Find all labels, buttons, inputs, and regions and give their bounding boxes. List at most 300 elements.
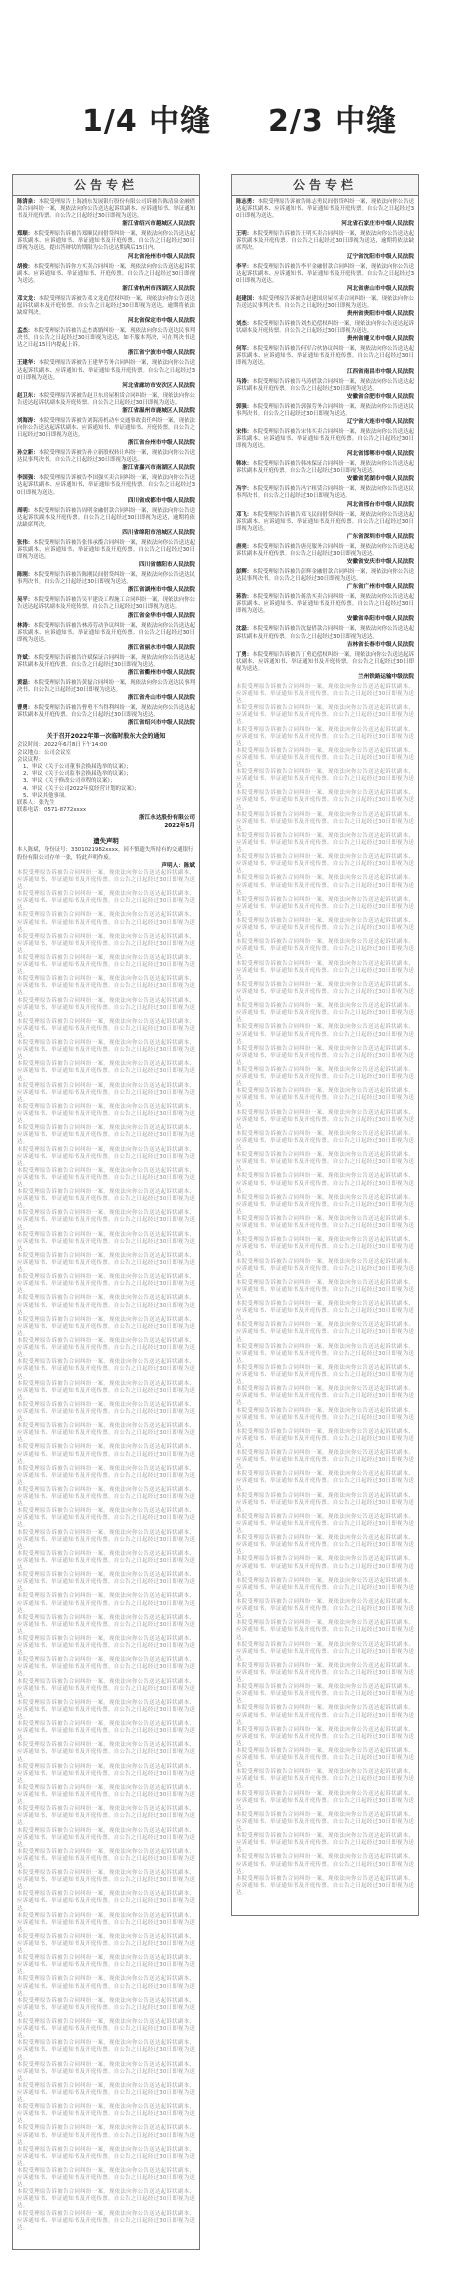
continuation-text: 本院受理原告诉被告合同纠纷一案，现依法向你公告送达起诉状副本、应诉通知书、举证通知书及开庭传票。自公告之日起经过30日即视为送达。: [17, 2040, 195, 2061]
continuation-text: 本院受理原告诉被告合同纠纷一案，现依法向你公告送达起诉状副本、应诉通知书、举证通知书及开庭传票。自公告之日起经过30日即视为送达。: [236, 1088, 414, 1109]
continuation-text: 本院受理原告诉被告合同纠纷一案，现依法向你公告送达起诉状副本、应诉通知书、举证通知书及开庭传票。自公告之日起经过30日即视为送达。: [17, 891, 195, 912]
loss-notice-signer: 声明人：陈斌: [161, 862, 195, 869]
continuation-text: 本院受理原告诉被告合同纠纷一案，现依法向你公告送达起诉状副本、应诉通知书、举证通知书及开庭传票。自公告之日起经过30日即视为送达。: [236, 1599, 414, 1620]
notice-body: 本院受理原告诉被告黄磊合同纠纷一案，现依法向你公告送达民事判决书。自公告之日起经过30日即视为送达。: [17, 680, 195, 694]
announcement-line: 1、审议《关于公司董事会换届选举的议案》；: [23, 764, 132, 771]
notice-body: 本院受理原告诉被告冯宇租赁合同纠纷一案，现依法向你公告送达民事判决书。自公告之日起经过30日即视为送达。: [236, 486, 414, 500]
notice-text: [17, 623, 195, 644]
notice-court: 浙江省丽水市中级人民法院: [127, 644, 195, 651]
continuation-text: 本院受理原告诉被告合同纠纷一案，现依法向你公告送达起诉状副本、应诉通知书、举证通知书及开庭传票。自公告之日起经过30日即视为送达。: [17, 2146, 195, 2167]
continuation-text: 本院受理原告诉被告合同纠纷一案，现依法向你公告送达起诉状副本、应诉通知书、举证通知书及开庭传票。自公告之日起经过30日即视为送达。: [236, 896, 414, 917]
continuation-text: 本院受理原告诉被告合同纠纷一案，现依法向你公告送达起诉状副本、应诉通知书、举证通知书及开庭传票。自公告之日起经过30日即视为送达。: [17, 1635, 195, 1657]
notice-court: 浙江省绍兴市越城区人民法院: [122, 221, 195, 228]
notice-court: 安徽省安庆市中级人民法院: [346, 559, 414, 565]
notice-item: [17, 475, 195, 504]
continuation-text: 本院受理原告诉被告合同纠纷一案，现依法向你公告送达起诉状副本、应诉通知书、举证通知书及开庭传票。自公告之日起经过30日即视为送达。: [236, 1364, 414, 1386]
notice-text: [236, 569, 414, 583]
notice-body: 本院受理原告上海浦东发展银行股份有限公司诉被告陈清泉金融借款合同纠纷一案，现依法向你公告送达起诉状副本、应诉通知书、举证通知书及开庭传票。自公告之日起经过30日即视为送达。: [17, 199, 195, 220]
notice-body: 本院受理原告诉被告周明金融借款合同纠纷一案，现依法向你公告送达起诉状副本及开庭传票。自公告之日起经过30日即视为送达，逾期将依法缺席判决。: [17, 507, 195, 528]
continuation-text: 本院受理原告诉被告合同纠纷一案，现依法向你公告送达起诉状副本、应诉通知书、举证通知书及开庭传票。自公告之日起经过30日即视为送达。: [236, 1024, 414, 1045]
left-column-header: 公告专栏: [13, 175, 199, 196]
continuation-text: 本院受理原告诉被告合同纠纷一案，现依法向你公告送达起诉状副本、应诉通知书、举证通知书及开庭传票。自公告之日起经过30日即视为送达。: [17, 1040, 195, 1061]
notice-body: 本院受理原告诉被告韩冰保证合同纠纷一案，现依法向你公告送达起诉状副本及开庭传票。自公告之日起经过30日即视为送达。: [236, 461, 414, 475]
continuation-text: 本院受理原告诉被告合同纠纷一案，现依法向你公告送达起诉状副本、应诉通知书、举证通知书及开庭传票。自公告之日起经过30日即视为送达。: [17, 1870, 195, 1891]
notice-recipient: 丁勇：: [236, 651, 253, 658]
notice-recipient: 李国强：: [17, 475, 39, 482]
continuation-text: 本院受理原告诉被告合同纠纷一案，现依法向你公告送达起诉状副本、应诉通知书、举证通知书及开庭传票。自公告之日起经过30日即视为送达。: [17, 1316, 195, 1337]
continuation-text: 本院受理原告诉被告合同纠纷一案，现依法向你公告送达起诉状副本、应诉通知书、举证通知书及开庭传票。自公告之日起经过30日即视为送达。: [236, 1577, 414, 1598]
continuation-text: 本院受理原告诉被告合同纠纷一案，现依法向你公告送达起诉状副本、应诉通知书、举证通知书及开庭传票。自公告之日起经过30日即视为送达。: [236, 1684, 414, 1705]
loss-notice-body: 本人陈斌，身份证号：3301021982xxxx，因不慎遗失所持有的交通银行股份有限公司存单一张，特此声明作废。: [17, 847, 194, 861]
left-column-body: [13, 196, 199, 2235]
continuation-text: 本院受理原告诉被告合同纠纷一案，现依法向你公告送达起诉状副本、应诉通知书、举证通知书及开庭传票。自公告之日起经过30日即视为送达。: [17, 1699, 195, 1720]
continuation-text: 本院受理原告诉被告合同纠纷一案，现依法向你公告送达起诉状副本、应诉通知书、举证通知书及开庭传票。自公告之日起经过30日即视为送达。: [236, 1258, 414, 1279]
notice-item: [236, 486, 414, 508]
announcement-line: 会议议程：: [17, 756, 44, 763]
continuation-text: 本院受理原告诉被告合同纠纷一案，现依法向你公告送达起诉状副本、应诉通知书、举证通知书及开庭传票。自公告之日起经过30日即视为送达。: [17, 933, 195, 954]
notice-text: [17, 572, 195, 586]
continuation-text: 本院受理原告诉被告合同纠纷一案，现依法向你公告送达起诉状副本、应诉通知书、举证通知书及开庭传票。自公告之日起经过30日即视为送达。: [17, 1912, 195, 1933]
continuation-text: 本院受理原告诉被告合同纠纷一案，现依法向你公告送达起诉状副本、应诉通知书、举证通知书及开庭传票。自公告之日起经过30日即视为送达。: [236, 1130, 414, 1152]
notice-body: 本院受理原告诉被告郭强劳务合同纠纷一案，现依法向你公告送达民事判决书。自公告之日起经过30日即视为送达。: [236, 403, 414, 417]
notice-body: 本院受理原告诉被告赵卫东房屋租赁合同纠纷一案，现依法向你公告送达起诉状副本及开庭传票。自公告之日起经过30日即视为送达。: [17, 392, 195, 406]
announcement-line: 联系人：张先生: [17, 800, 55, 807]
notice-recipient: 王建华：: [17, 360, 39, 367]
notice-recipient: 刘杰：: [236, 321, 253, 328]
continuation-text: 本院受理原告诉被告合同纠纷一案，现依法向你公告送达起诉状副本、应诉通知书、举证通知书及开庭传票。自公告之日起经过30日即视为送达。: [236, 1492, 414, 1513]
notice-body: 本院受理原告诉被告彭辉金融借款合同纠纷一案，现依法向你公告送达民事判决书。自公告之日起经过30日即视为送达。: [236, 569, 414, 583]
continuation-text: 本院受理原告诉被告合同纠纷一案，现依法向你公告送达起诉状副本、应诉通知书、举证通知书及开庭传票。自公告之日起经过30日即视为送达。: [236, 1215, 414, 1237]
notice-body: 本院受理原告诉被告邓飞民间借贷纠纷一案，现依法向你公告送达起诉状副本、应诉通知书、举证通知书及开庭传票。自公告之日起经过30日即视为送达。: [236, 511, 414, 532]
notice-court: 浙江省宁波市中级人民法院: [127, 350, 195, 357]
announcement-line: 4、审议《关于公司2022年度经营计划的议案》；: [23, 785, 140, 792]
notice-recipient: 胡俊：: [17, 263, 34, 270]
notice-text: [17, 199, 195, 220]
notice-body: 本院受理原告诉被告唐亮服务合同纠纷一案，现依法向你公告送达起诉状副本及开庭传票。自公告之日起经过30日即视为送达。: [236, 543, 414, 557]
notice-text: [17, 508, 195, 529]
notice-body: 本院受理原告诉被告林涛劳动争议纠纷一案，现依法向你公告送达起诉状副本、应诉通知书、举证通知书及开庭传票。自公告之日起经过30日即视为送达。: [17, 622, 195, 643]
notice-court: 安徽省阜阳市中级人民法院: [346, 616, 414, 623]
continuation-text: 本院受理原告诉被告合同纠纷一案，现依法向你公告送达起诉状副本、应诉通知书、举证通知书及开庭传票。自公告之日起经过30日即视为送达。: [236, 939, 414, 960]
notice-court: 河北省唐山市中级人民法院: [346, 285, 414, 292]
continuation-text: 本院受理原告诉被告合同纠纷一案，现依法向你公告送达起诉状副本、应诉通知书、举证通知书及开庭传票。自公告之日起经过30日即视为送达。: [17, 2168, 195, 2189]
continuation-text: 本院受理原告诉被告合同纠纷一案，现依法向你公告送达起诉状副本、应诉通知书、举证通知书及开庭传票。自公告之日起经过30日即视为送达。: [17, 1061, 195, 1082]
label-left: 1/4 中缝: [82, 104, 212, 139]
continuation-text: 本院受理原告诉被告合同纠纷一案，现依法向你公告送达起诉状副本、应诉通知书、举证通知书及开庭传票。自公告之日起经过30日即视为送达。: [236, 1811, 414, 1833]
notice-court: 四川省德阳市人民法院: [139, 562, 195, 569]
announcement-line: 5、审议其他事项。: [23, 792, 70, 799]
continuation-text: 本院受理原告诉被告合同纠纷一案，现依法向你公告送达起诉状副本、应诉通知书、举证通知书及开庭传票。自公告之日起经过30日即视为送达。: [17, 1976, 195, 1997]
continuation-text: 本院受理原告诉被告合同纠纷一案，现依法向你公告送达起诉状副本、应诉通知书、举证通知书及开庭传票。自公告之日起经过30日即视为送达。: [236, 1854, 414, 1875]
continuation-text: 本院受理原告诉被告合同纠纷一案，现依法向你公告送达起诉状副本、应诉通知书、举证通知书及开庭传票。自公告之日起经过30日即视为送达。: [17, 1231, 195, 1252]
notice-text: [236, 264, 414, 285]
right-notice-column: [231, 174, 419, 1916]
notice-text: [17, 655, 195, 669]
continuation-text: 本院受理原告诉被告合同纠纷一案，现依法向你公告送达起诉状副本、应诉通知书、举证通知书及开庭传票。自公告之日起经过30日即视为送达。: [17, 1423, 195, 1444]
notice-body: 本院受理原告诉被告张伟承揽合同纠纷一案，现依法向你公告送达起诉状副本、应诉通知书、举证通知书及开庭传票。自公告之日起经过30日即视为送达。: [17, 539, 195, 561]
notice-text: [236, 346, 414, 367]
continuation-text: 本院受理原告诉被告合同纠纷一案，现依法向你公告送达起诉状副本、应诉通知书、举证通知书及开庭传票。自公告之日起经过30日即视为送达。: [236, 1769, 414, 1790]
continuation-text: 本院受理原告诉被告合同纠纷一案，现依法向你公告送达起诉状副本、应诉通知书、举证通知书及开庭传票。自公告之日起经过30日即视为送达。: [236, 1471, 414, 1492]
continuation-text: 本院受理原告诉被告合同纠纷一案，现依法向你公告送达起诉状副本、应诉通知书、举证通知书及开庭传票。自公告之日起经过30日即视为送达。: [236, 1535, 414, 1556]
notice-item: [17, 680, 195, 702]
notice-item: [236, 346, 414, 375]
notice-court: 河北省邢台市中级人民法院: [346, 501, 414, 508]
continuation-text: 本院受理原告诉被告合同纠纷一案，现依法向你公告送达起诉状副本、应诉通知书、举证通知书及开庭传票。自公告之日起经过30日即视为送达。: [17, 1955, 195, 1976]
continuation-text: 本院受理原告诉被告合同纠纷一案，现依法向你公告送达起诉状副本、应诉通知书、举证通知书及开庭传票。自公告之日起经过30日即视为送达。: [236, 790, 414, 811]
notice-text: [17, 540, 195, 561]
announcement-line: 联系电话：0571-8772xxxx: [17, 807, 87, 814]
notice-court: 河北省廊坊市安次区人民法院: [122, 382, 195, 389]
notice-item: [236, 512, 414, 541]
notice-court: 江西省南昌市中级人民法院: [346, 368, 414, 375]
continuation-text: 本院受理原告诉被告合同纠纷一案，现依法向你公告送达起诉状副本、应诉通知书、举证通知书及开庭传票。自公告之日起经过30日即视为送达。: [17, 1018, 195, 1039]
notice-item: [17, 328, 195, 357]
continuation-text: 本院受理原告诉被告合同纠纷一案，现依法向你公告送达起诉状副本、应诉通知书、举证通知书及开庭传票。自公告之日起经过30日即视为送达。: [17, 1678, 195, 1699]
continuation-text: 本院受理原告诉被告合同纠纷一案，现依法向你公告送达起诉状副本、应诉通知书、举证通知书及开庭传票。自公告之日起经过30日即视为送达。: [236, 1620, 414, 1641]
notice-item: [236, 594, 414, 623]
continuation-text: 本院受理原告诉被告合同纠纷一案，现依法向你公告送达起诉状副本、应诉通知书、举证通知书及开庭传票。自公告之日起经过30日即视为送达。: [236, 705, 414, 726]
continuation-text: 本院受理原告诉被告合同纠纷一案，现依法向你公告送达起诉状副本、应诉通知书、举证通知书及开庭传票。自公告之日起经过30日即视为送达。: [236, 1513, 414, 1535]
notice-court: 广东省深圳市中级人民法院: [346, 533, 414, 540]
notice-item: [236, 199, 414, 228]
continuation-text: 本院受理原告诉被告合同纠纷一案，现依法向你公告送达起诉状副本、应诉通知书、举证通知书及开庭传票。自公告之日起经过30日即视为送达。: [17, 1827, 195, 1848]
continuation-text: 本院受理原告诉被告合同纠纷一案，现依法向你公告送达起诉状副本、应诉通知书、举证通知书及开庭传票。自公告之日起经过30日即视为送达。: [17, 1891, 195, 1912]
continuation-text: 本院受理原告诉被告合同纠纷一案，现依法向你公告送达起诉状副本、应诉通知书、举证通知书及开庭传票。自公告之日起经过30日即视为送达。: [17, 869, 195, 891]
continuation-text: 本院受理原告诉被告合同纠纷一案，现依法向你公告送达起诉状副本、应诉通知书、举证通知书及开庭传票。自公告之日起经过30日即视为送达。: [236, 1301, 414, 1322]
continuation-text: 本院受理原告诉被告合同纠纷一案，现依法向你公告送达起诉状副本、应诉通知书、举证通知书及开庭传票。自公告之日起经过30日即视为送达。: [17, 1614, 195, 1635]
continuation-text: 本院受理原告诉被告合同纠纷一案，现依法向你公告送达起诉状副本、应诉通知书、举证通知书及开庭传票。自公告之日起经过30日即视为送达。: [17, 1529, 195, 1550]
continuation-text: 本院受理原告诉被告合同纠纷一案，现依法向你公告送达起诉状副本、应诉通知书、举证通知书及开庭传票。自公告之日起经过30日即视为送达。: [236, 1045, 414, 1066]
notice-recipient: 林涛：: [17, 622, 34, 629]
announcement-title: 关于召开2022年第一次临时股东大会的通知: [46, 733, 166, 741]
notice-court: 辽宁省沈阳市中级人民法院: [346, 253, 414, 260]
continuation-text: 本院受理原告诉被告合同纠纷一案，现依法向你公告送达起诉状副本、应诉通知书、举证通知书及开庭传票。自公告之日起经过30日即视为送达。: [17, 2061, 195, 2082]
notice-recipient: 马涛：: [236, 378, 253, 385]
notice-body: 本院受理原告诉被告沈磊借款合同纠纷一案，现依法向你公告送达起诉状副本及开庭传票。自公告之日起经过30日即视为送达。: [236, 626, 414, 640]
notice-recipient: 郑顺：: [17, 231, 34, 238]
continuation-text: 本院受理原告诉被告合同纠纷一案，现依法向你公告送达起诉状副本、应诉通知书、举证通知书及开庭传票。自公告之日起经过30日即视为送达。: [17, 1997, 195, 2018]
notice-body: 本院受理原告诉被告丁勇追偿权纠纷一案，现依法向你公告送达起诉状副本、应诉通知书、举证通知书及开庭传票。自公告之日起经过30日即视为送达。: [236, 651, 414, 672]
notice-body: 本院受理原告诉被告蒋浩买卖合同纠纷一案，现依法向你公告送达起诉状副本、应诉通知书、举证通知书及开庭传票。自公告之日起经过30日即视为送达。: [236, 594, 414, 615]
continuation-text: 本院受理原告诉被告合同纠纷一案，现依法向你公告送达起诉状副本、应诉通知书、举证通知书及开庭传票。自公告之日起经过30日即视为送达。: [236, 960, 414, 981]
notice-body: 本院受理原告诉被告曹勇不当得利纠纷一案，现依法向你公告送达起诉状副本及开庭传票。自公告之日起经过30日即视为送达。: [17, 705, 195, 719]
continuation-text: 本院受理原告诉被告合同纠纷一案，现依法向你公告送达起诉状副本、应诉通知书、举证通知书及开庭传票。自公告之日起经过30日即视为送达。: [17, 1125, 195, 1146]
notice-body: 本院受理原告诉被告邓文龙追偿权纠纷一案，现依法向你公告送达起诉状副本及开庭传票。自公告之日起经过30日即视为送达，逾期将依法缺席判决。: [17, 295, 195, 317]
notice-text: [17, 597, 195, 611]
announcement-line: 3、审议《关于修改公司章程的议案》；: [23, 778, 116, 785]
continuation-text: 本院受理原告诉被告合同纠纷一案，现依法向你公告送达起诉状副本、应诉通知书、举证通知书及开庭传票。自公告之日起经过30日即视为送达。: [17, 1444, 195, 1465]
notice-recipient: 陈志勇：: [236, 199, 258, 205]
notice-court: 浙江省台州市中级人民法院: [127, 440, 195, 447]
notice-court: 浙江省湖州市中级人民法院: [127, 587, 195, 594]
notice-item: [236, 379, 414, 401]
notice-body: 本院受理原告诉被告陈刚民间借贷纠纷一案，现依法向你公告送达民事判决书。自公告之日起经过30日即视为送达。: [17, 572, 195, 586]
continuation-text: 本院受理原告诉被告合同纠纷一案，现依法向你公告送达起诉状副本、应诉通知书、举证通知书及开庭传票。自公告之日起经过30日即视为送达。: [17, 1401, 195, 1423]
notice-item: [17, 540, 195, 569]
notice-recipient: 何军：: [236, 346, 253, 353]
notice-court: 浙江省杭州市西湖区人民法院: [122, 285, 195, 292]
notice-recipient: 郭强：: [236, 403, 253, 410]
notice-court: 河北省邯郸市中级人民法院: [346, 451, 414, 458]
notice-recipient: 黄磊：: [17, 680, 34, 687]
notice-court: 浙江省金华市中级人民法院: [127, 612, 195, 619]
notice-item: [17, 264, 195, 293]
continuation-text: 本院受理原告诉被告合同纠纷一案，现依法向你公告送达起诉状副本、应诉通知书、举证通知书及开庭传票。自公告之日起经过30日即视为送达。: [17, 1274, 195, 1295]
notice-recipient: 邓文龙：: [17, 295, 39, 302]
notice-body: 本院受理原告诉被告陈志勇民间借贷纠纷一案，现依法向你公告送达起诉状副本、应诉通知书、举证通知书及开庭传票。自公告之日起经过30日即视为送达。: [236, 199, 414, 220]
notice-item: [17, 199, 195, 228]
notice-court: 贵州省遵义市中级人民法院: [346, 336, 414, 343]
notice-text: [17, 680, 195, 694]
notice-item: [236, 321, 414, 343]
notice-text: [17, 328, 195, 349]
notice-text: [17, 705, 195, 719]
notice-text: [17, 360, 195, 381]
continuation-text: 本院受理原告诉被告合同纠纷一案，现依法向你公告送达起诉状副本、应诉通知书、举证通知书及开庭传票。自公告之日起经过30日即视为送达。: [17, 2125, 195, 2146]
continuation-text: 本院受理原告诉被告合同纠纷一案，现依法向你公告送达起诉状副本、应诉通知书、举证通知书及开庭传票。自公告之日起经过30日即视为送达。: [236, 1067, 414, 1088]
announcement-date: 2022年5月: [164, 823, 195, 830]
notice-recipient: 韩冰：: [236, 461, 253, 468]
notice-recipient: 李平：: [236, 263, 253, 270]
notice-court: 安徽省合肥市中级人民法院: [346, 393, 414, 400]
continuation-text: 本院受理原告诉被告合同纠纷一案，现依法向你公告送达起诉状副本、应诉通知书、举证通知书及开庭传票。自公告之日起经过30日即视为送达。: [236, 769, 414, 790]
continuation-text: 本院受理原告诉被告合同纠纷一案，现依法向你公告送达起诉状副本、应诉通知书、举证通知书及开庭传票。自公告之日起经过30日即视为送达。: [17, 997, 195, 1018]
notice-recipient: 刘海涛：: [17, 417, 39, 424]
notice-court: 浙江省衢州市中级人民法院: [127, 670, 195, 677]
continuation-text: 本院受理原告诉被告合同纠纷一案，现依法向你公告送达起诉状副本、应诉通知书、举证通知书及开庭传票。自公告之日起经过30日即视为送达。: [17, 954, 195, 976]
continuation-text: 本院受理原告诉被告合同纠纷一案，现依法向你公告送达起诉状副本、应诉通知书、举证通知书及开庭传票。自公告之日起经过30日即视为送达。: [17, 1593, 195, 1614]
notice-body: 本院受理原告诉被告王明买卖合同纠纷一案，现依法向你公告送达起诉状副本及开庭传票。自公告之日起经过30日即视为送达，逾期将依法缺席判决。: [236, 231, 414, 252]
notice-text: [236, 626, 414, 640]
notice-text: [17, 450, 195, 464]
notice-item: [236, 231, 414, 260]
notice-text: [236, 429, 414, 450]
continuation-text: 本院受理原告诉被告合同纠纷一案，现依法向你公告送达起诉状副本、应诉通知书、举证通知书及开庭传票。自公告之日起经过30日即视为送达。: [17, 1189, 195, 1210]
notice-recipient: 孙立新：: [17, 450, 39, 457]
notice-text: [236, 512, 414, 533]
continuation-text: 本院受理原告诉被告合同纠纷一案，现依法向你公告送达起诉状副本、应诉通知书、举证通知书及开庭传票。自公告之日起经过30日即视为送达。: [17, 1338, 195, 1359]
continuation-text: 本院受理原告诉被告合同纠纷一案，现依法向你公告送达起诉状副本、应诉通知书、举证通知书及开庭传票。自公告之日起经过30日即视为送达。: [236, 1748, 414, 1769]
notice-recipient: 陈清泉：: [17, 199, 39, 205]
continuation-text: 本院受理原告诉被告合同纠纷一案，现依法向你公告送达起诉状副本、应诉通知书、举证通知书及开庭传票。自公告之日起经过30日即视为送达。: [17, 1487, 195, 1508]
continuation-text: 本院受理原告诉被告合同纠纷一案，现依法向你公告送达起诉状副本、应诉通知书、举证通知书及开庭传票。自公告之日起经过30日即视为送达。: [17, 1210, 195, 1231]
left-notice-column: [12, 174, 200, 2250]
continuation-text: 本院受理原告诉被告合同纠纷一案，现依法向你公告送达起诉状副本、应诉通知书、举证通知书及开庭传票。自公告之日起经过30日即视为送达。: [236, 981, 414, 1003]
continuation-text: 本院受理原告诉被告合同纠纷一案，现依法向你公告送达起诉状副本、应诉通知书、举证通知书及开庭传票。自公告之日起经过30日即视为送达。: [236, 726, 414, 747]
notice-text: [17, 475, 195, 496]
continuation-text: 本院受理原告诉被告合同纠纷一案，现依法向你公告送达起诉状副本、应诉通知书、举证通知书及开庭传票。自公告之日起经过30日即视为送达。: [17, 1252, 195, 1274]
continuation-text: 本院受理原告诉被告合同纠纷一案，现依法向你公告送达起诉状副本、应诉通知书、举证通知书及开庭传票。自公告之日起经过30日即视为送达。: [236, 832, 414, 854]
notice-court: 河北省沧州市中级人民法院: [127, 253, 195, 260]
notice-court: 四川省成都市中级人民法院: [127, 497, 195, 504]
notice-text: [17, 231, 195, 252]
notice-court: 浙江省绍兴市中级人民法院: [127, 720, 195, 727]
notice-item: [236, 569, 414, 591]
notice-text: [236, 544, 414, 558]
notice-item: [17, 655, 195, 677]
continuation-text: 本院受理原告诉被告合同纠纷一案，现依法向你公告送达起诉状副本、应诉通知书、举证通知书及开庭传票。自公告之日起经过30日即视为送达。: [236, 747, 414, 768]
continuation-text: 本院受理原告诉被告合同纠纷一案，现依法向你公告送达起诉状副本、应诉通知书、举证通知书及开庭传票。自公告之日起经过30日即视为送达。: [236, 1450, 414, 1471]
announcement-line: 2、审议《关于公司监事会换届选举的议案》；: [23, 771, 132, 778]
notice-body: 本院受理原告诉被告何军合伙协议纠纷一案，现依法向你公告送达起诉状副本、应诉通知书、举证通知书及开庭传票。自公告之日起经过30日即视为送达。: [236, 346, 414, 367]
notice-recipient: 孟杰：: [17, 328, 34, 335]
label-right: 2/3 中缝: [268, 104, 398, 139]
continuation-text: 本院受理原告诉被告合同纠纷一案，现依法向你公告送达起诉状副本、应诉通知书、举证通知书及开庭传票。自公告之日起经过30日即视为送达。: [17, 1572, 195, 1593]
continuation-text: 本院受理原告诉被告合同纠纷一案，现依法向你公告送达起诉状副本、应诉通知书、举证通知书及开庭传票。自公告之日起经过30日即视为送达。: [17, 1848, 195, 1869]
notice-body: 本院受理原告诉被告李平金融借款合同纠纷一案，现依法向你公告送达起诉状副本、应诉通知书、举证通知书及开庭传票。自公告之日起经过30日即视为送达。: [236, 263, 414, 284]
notice-text: [17, 264, 195, 285]
continuation-text: 本院受理原告诉被告合同纠纷一案，现依法向你公告送达起诉状副本、应诉通知书、举证通知书及开庭传票。自公告之日起经过30日即视为送达。: [236, 1343, 414, 1364]
notice-item: [236, 429, 414, 458]
continuation-text: 本院受理原告诉被告合同纠纷一案，现依法向你公告送达起诉状副本、应诉通知书、举证通知书及开庭传票。自公告之日起经过30日即视为送达。: [17, 1103, 195, 1125]
continuation-text: 本院受理原告诉被告合同纠纷一案，现依法向你公告送达起诉状副本、应诉通知书、举证通知书及开庭传票。自公告之日起经过30日即视为送达。: [236, 1386, 414, 1407]
notice-body: 本院受理原告诉被告郑顺民间借贷纠纷一案，现依法向你公告送达起诉状副本、应诉通知书、举证通知书及开庭传票。自公告之日起经过30日即视为送达，提出答辩状的期限为公告送达期满后15日内。: [17, 231, 195, 252]
notice-court: 吉林省长春市中级人民法院: [346, 641, 414, 648]
notice-recipient: 陈刚：: [17, 572, 34, 579]
continuation-text: 本院受理原告诉被告合同纠纷一案，现依法向你公告送达起诉状副本、应诉通知书、举证通知书及开庭传票。自公告之日起经过30日即视为送达。: [236, 1662, 414, 1684]
notice-item: [236, 544, 414, 566]
continuation-text: 本院受理原告诉被告合同纠纷一案，现依法向你公告送达起诉状副本、应诉通知书、举证通知书及开庭传票。自公告之日起经过30日即视为送达。: [17, 1742, 195, 1763]
notice-recipient: 曹勇：: [17, 705, 34, 712]
continuation-text: 本院受理原告诉被告合同纠纷一案，现依法向你公告送达起诉状副本、应诉通知书、举证通知书及开庭传票。自公告之日起经过30日即视为送达。: [17, 1380, 195, 1401]
notice-item: [17, 508, 195, 537]
notice-body: 本院受理原告诉被告刘杰追偿权纠纷一案，现依法向你公告送达起诉状副本及开庭传票。自公告之日起经过30日即视为送达。: [236, 321, 414, 335]
continuation-text: 本院受理原告诉被告合同纠纷一案，现依法向你公告送达起诉状副本、应诉通知书、举证通知书及开庭传票。自公告之日起经过30日即视为送达。: [236, 683, 414, 705]
notice-court: 辽宁省大连市中级人民法院: [346, 418, 414, 425]
announcement-line: 会议时间：2022年6月8日下午14:00: [17, 742, 108, 749]
notice-recipient: 蒋浩：: [236, 594, 253, 601]
notice-text: [17, 296, 195, 317]
notice-recipient: 冯宇：: [236, 486, 253, 493]
continuation-text: 本院受理原告诉被告合同纠纷一案，现依法向你公告送达起诉状副本、应诉通知书、举证通知书及开庭传票。自公告之日起经过30日即视为送达。: [17, 1082, 195, 1103]
notice-text: [236, 652, 414, 673]
notice-body: 本院受理原告诉被告马涛借款合同纠纷一案，现依法向你公告送达起诉状副本及开庭传票。自公告之日起经过30日即视为送达。: [236, 378, 414, 392]
notice-body: 本院受理原告诉被告许斌保证合同纠纷一案，现依法向你公告送达起诉状副本及开庭传票。自公告之日起经过30日即视为送达。: [17, 654, 195, 668]
continuation-text: 本院受理原告诉被告合同纠纷一案，现依法向你公告送达起诉状副本、应诉通知书、举证通知书及开庭传票。自公告之日起经过30日即视为送达。: [236, 1194, 414, 1215]
continuation-text: 本院受理原告诉被告合同纠纷一案，现依法向你公告送达起诉状副本、应诉通知书、举证通知书及开庭传票。自公告之日起经过30日即视为送达。: [236, 1407, 414, 1428]
notice-court: 浙江省舟山市中级人民法院: [127, 695, 195, 702]
notice-court: 河北省石家庄市中级人民法院: [341, 221, 414, 228]
notice-text: [236, 461, 414, 475]
notice-recipient: 周明：: [17, 507, 34, 514]
notice-item: [17, 572, 195, 594]
notice-body: 本院受理原告诉被告李国强买卖合同纠纷一案，现依法向你公告送达起诉状副本、应诉通知书、举证通知书及开庭传票。自公告之日起经过30日即视为送达。: [17, 475, 195, 496]
continuation-text: 本院受理原告诉被告合同纠纷一案，现依法向你公告送达起诉状副本、应诉通知书、举证通知书及开庭传票。自公告之日起经过30日即视为送达。: [236, 1726, 414, 1747]
right-column-header: 公告专栏: [232, 175, 418, 196]
notice-recipient: 沈磊：: [236, 626, 253, 633]
continuation-text: 本院受理原告诉被告合同纠纷一案，现依法向你公告送达起诉状副本、应诉通知书、举证通知书及开庭传票。自公告之日起经过30日即视为送达。: [236, 1556, 414, 1577]
notice-item: [17, 623, 195, 652]
continuation-text: 本院受理原告诉被告合同纠纷一案，现依法向你公告送达起诉状副本、应诉通知书、举证通知书及开庭传票。自公告之日起经过30日即视为送达。: [236, 1705, 414, 1726]
continuation-text: 本院受理原告诉被告合同纠纷一案，现依法向你公告送达起诉状副本、应诉通知书、举证通知书及开庭传票。自公告之日起经过30日即视为送达。: [236, 1109, 414, 1130]
notice-recipient: 赵卫东：: [17, 392, 39, 399]
continuation-text: 本院受理原告诉被告合同纠纷一案，现依法向你公告送达起诉状副本、应诉通知书、举证通知书及开庭传票。自公告之日起经过30日即视为送达。: [17, 912, 195, 933]
notice-text: [236, 379, 414, 393]
notice-court: 贵州省贵阳市中级人民法院: [346, 311, 414, 318]
continuation-text: 本院受理原告诉被告合同纠纷一案，现依法向你公告送达起诉状副本、应诉通知书、举证通知书及开庭传票。自公告之日起经过30日即视为送达。: [17, 2104, 195, 2125]
continuation-text: 本院受理原告诉被告合同纠纷一案，现依法向你公告送达起诉状副本、应诉通知书、举证通知书及开庭传票。自公告之日起经过30日即视为送达。: [236, 1173, 414, 1194]
continuation-text: 本院受理原告诉被告合同纠纷一案，现依法向你公告送达起诉状副本、应诉通知书、举证通知书及开庭传票。自公告之日起经过30日即视为送达。: [17, 1359, 195, 1380]
continuation-text: 本院受理原告诉被告合同纠纷一案，现依法向你公告送达起诉状副本、应诉通知书、举证通知书及开庭传票。自公告之日起经过30日即视为送达。: [236, 1003, 414, 1024]
continuation-text: 本院受理原告诉被告合同纠纷一案，现依法向你公告送达起诉状副本、应诉通知书、举证通知书及开庭传票。自公告之日起经过30日即视为送达。: [236, 811, 414, 832]
continuation-text: 本院受理原告诉被告合同纠纷一案，现依法向你公告送达起诉状副本、应诉通知书、举证通知书及开庭传票。自公告之日起经过30日即视为送达。: [17, 2210, 195, 2231]
notice-item: [17, 231, 195, 260]
continuation-text: 本院受理原告诉被告合同纠纷一案，现依法向你公告送达起诉状副本、应诉通知书、举证通知书及开庭传票。自公告之日起经过30日即视为送达。: [17, 1806, 195, 1827]
notice-recipient: 彭辉：: [236, 569, 253, 575]
notice-recipient: 赵建国：: [236, 295, 258, 302]
notice-court: 浙江省温州市鹿城区人民法院: [122, 407, 195, 414]
continuation-text: 本院受理原告诉被告合同纠纷一案，现依法向你公告送达起诉状副本、应诉通知书、举证通知书及开庭传票。自公告之日起经过30日即视为送达。: [17, 1763, 195, 1784]
notice-body: 本院受理原告诉你方买卖合同纠纷一案，现依法向你公告送达起诉状副本、应诉通知书、举证通知书、开庭传票。自公告之日起经过30日即视为送达。: [17, 263, 195, 284]
continuation-text: 本院受理原告诉被告合同纠纷一案，现依法向你公告送达起诉状副本、应诉通知书、举证通知书及开庭传票。自公告之日起经过30日即视为送达。: [236, 918, 414, 939]
continuation-text: 本院受理原告诉被告合同纠纷一案，现依法向你公告送达起诉状副本、应诉通知书、举证通知书及开庭传票。自公告之日起经过30日即视为送达。: [17, 2019, 195, 2040]
continuation-text: 本院受理原告诉被告合同纠纷一案，现依法向你公告送达起诉状副本、应诉通知书、举证通知书及开庭传票。自公告之日起经过30日即视为送达。: [17, 2189, 195, 2210]
notice-court: 兰州铁路运输中级法院: [358, 673, 414, 680]
continuation-text: 本院受理原告诉被告合同纠纷一案，现依法向你公告送达起诉状副本、应诉通知书、举证通知书及开庭传票。自公告之日起经过30日即视为送达。: [236, 1833, 414, 1854]
notice-recipient: 邓飞：: [236, 511, 253, 518]
continuation-text: 本院受理原告诉被告合同纠纷一案，现依法向你公告送达起诉状副本、应诉通知书、举证通知书及开庭传票。自公告之日起经过30日即视为送达。: [236, 1875, 414, 1896]
notice-text: [236, 404, 414, 418]
notice-body: 本院受理原告诉被告赵建国房屋买卖合同纠纷一案，现依法向你公告送达民事判决书。自公告之日起经过30日即视为送达。: [236, 295, 414, 309]
loss-notice-title: 遗失声明: [93, 837, 119, 846]
continuation-text: 本院受理原告诉被告合同纠纷一案，现依法向你公告送达起诉状副本、应诉通知书、举证通知书及开庭传票。自公告之日起经过30日即视为送达。: [17, 1465, 195, 1486]
notice-item: [236, 652, 414, 681]
continuation-text: 本院受理原告诉被告合同纠纷一案，现依法向你公告送达起诉状副本、应诉通知书、举证通知书及开庭传票。自公告之日起经过30日即视为送达。: [17, 1721, 195, 1742]
continuation-text: 本院受理原告诉被告合同纠纷一案，现依法向你公告送达起诉状副本、应诉通知书、举证通知书及开庭传票。自公告之日起经过30日即视为送达。: [17, 1657, 195, 1678]
notice-recipient: 宋伟：: [236, 428, 253, 435]
continuation-text: 本院受理原告诉被告合同纠纷一案，现依法向你公告送达起诉状副本、应诉通知书、举证通知书及开庭传票。自公告之日起经过30日即视为送达。: [17, 1295, 195, 1316]
announcement-line: 会议地点：公司会议室: [17, 749, 71, 756]
notice-text: [236, 199, 414, 220]
notice-text: [17, 393, 195, 407]
notice-text: [17, 418, 195, 439]
notice-item: [17, 393, 195, 415]
notice-item: [236, 461, 414, 483]
announcement-signer: 浙江永达股份有限公司: [139, 815, 195, 822]
notice-text: [236, 486, 414, 500]
continuation-text: 本院受理原告诉被告合同纠纷一案，现依法向你公告送达起诉状副本、应诉通知书、举证通知书及开庭传票。自公告之日起经过30日即视为送达。: [236, 875, 414, 896]
notice-body: 本院受理原告诉被告宋伟买卖合同纠纷一案，现依法向你公告送达起诉状副本、应诉通知书、举证通知书及开庭传票。自公告之日起经过30日即视为送达。: [236, 428, 414, 450]
continuation-text: 本院受理原告诉被告合同纠纷一案，现依法向你公告送达起诉状副本、应诉通知书、举证通知书及开庭传票。自公告之日起经过30日即视为送达。: [17, 1146, 195, 1167]
continuation-text: 本院受理原告诉被告合同纠纷一案，现依法向你公告送达起诉状副本、应诉通知书、举证通知书及开庭传票。自公告之日起经过30日即视为送达。: [236, 1237, 414, 1258]
continuation-text: 本院受理原告诉被告合同纠纷一案，现依法向你公告送达起诉状副本、应诉通知书、举证通知书及开庭传票。自公告之日起经过30日即视为送达。: [17, 976, 195, 997]
notice-text: [236, 321, 414, 335]
notice-item: [236, 296, 414, 318]
continuation-text: 本院受理原告诉被告合同纠纷一案，现依法向你公告送达起诉状副本、应诉通知书、举证通知书及开庭传票。自公告之日起经过30日即视为送达。: [17, 1933, 195, 1955]
right-column-body: [232, 196, 418, 1900]
notice-text: [236, 594, 414, 615]
continuation-text: 本院受理原告诉被告合同纠纷一案，现依法向你公告送达起诉状副本、应诉通知书、举证通知书及开庭传票。自公告之日起经过30日即视为送达。: [236, 1322, 414, 1343]
notice-court: 广东省广州市中级人民法院: [346, 584, 414, 591]
continuation-text: 本院受理原告诉被告合同纠纷一案，现依法向你公告送达起诉状副本、应诉通知书、举证通知书及开庭传票。自公告之日起经过30日即视为送达。: [236, 854, 414, 875]
continuation-text: 本院受理原告诉被告合同纠纷一案，现依法向你公告送达起诉状副本、应诉通知书、举证通知书及开庭传票。自公告之日起经过30日即视为送达。: [17, 1784, 195, 1806]
notice-recipient: 吴平：: [17, 597, 34, 604]
continuation-text: 本院受理原告诉被告合同纠纷一案，现依法向你公告送达起诉状副本、应诉通知书、举证通知书及开庭传票。自公告之日起经过30日即视为送达。: [236, 1790, 414, 1811]
continuation-text: 本院受理原告诉被告合同纠纷一案，现依法向你公告送达起诉状副本、应诉通知书、举证通知书及开庭传票。自公告之日起经过30日即视为送达。: [17, 1550, 195, 1572]
notice-court: 安徽省芜湖市中级人民法院: [346, 476, 414, 483]
notice-body: 本院受理原告诉被告孟杰离婚纠纷一案，现依法向你公告送达民事判决书。自公告之日起经过30日即视为送达，如不服本判决，可在判决书送达之日起15日内提起上诉。: [17, 328, 195, 349]
notice-item: [17, 296, 195, 325]
continuation-text: 本院受理原告诉被告合同纠纷一案，现依法向你公告送达起诉状副本、应诉通知书、举证通知书及开庭传票。自公告之日起经过30日即视为送达。: [17, 1508, 195, 1529]
continuation-text: 本院受理原告诉被告合同纠纷一案，现依法向你公告送达起诉状副本、应诉通知书、举证通知书及开庭传票。自公告之日起经过30日即视为送达。: [236, 1641, 414, 1662]
notice-recipient: 唐亮：: [236, 543, 253, 550]
notice-body: 本院受理原告诉被告王建华劳务合同纠纷一案，现依法向你公告送达起诉状副本、应诉通知书、举证通知书及开庭传票。自公告之日起经过30日即视为送达。: [17, 360, 195, 381]
notice-item: [17, 597, 195, 619]
continuation-text: 本院受理原告诉被告合同纠纷一案，现依法向你公告送达起诉状副本、应诉通知书、举证通知书及开庭传票。自公告之日起经过30日即视为送达。: [236, 1428, 414, 1449]
notice-item: [236, 264, 414, 293]
notice-court: 四川省绵阳市涪城区人民法院: [122, 529, 195, 536]
